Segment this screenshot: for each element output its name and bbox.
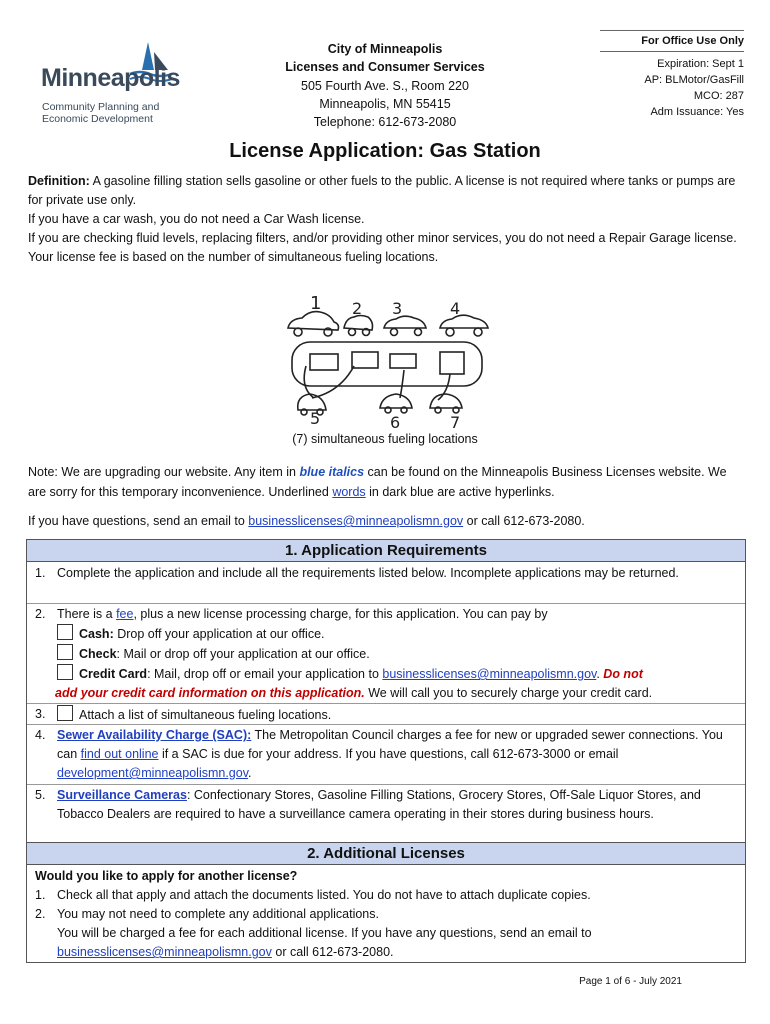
blue-italics-sample: blue italics (299, 465, 365, 479)
development-email-link[interactable]: development@minneapolismn.gov (57, 766, 249, 780)
page-footer: Page 1 of 6 - July 2021 (579, 976, 682, 987)
logo-sub-line-2: Economic Development (42, 113, 153, 125)
surveillance-text: : Confectionary Stores, Gasoline Filling Stations, Grocery Stores, Off-Sale Liquor Stores, and Tobacco Dealers are required to have a surveillance camera operating in their stores during business hours. (57, 788, 701, 821)
website-note (28, 462, 748, 531)
loc-label-5: 5 (310, 409, 321, 428)
add-num-1: 1. (35, 888, 46, 902)
credit-card-label: Credit Card (79, 667, 148, 681)
add-num-2: 2. (35, 907, 46, 921)
loc-label-2: 2 (352, 299, 363, 318)
add-text-2: You may not need to complete any additional applications. (57, 907, 379, 921)
req-num-1: 1. (35, 566, 46, 580)
fueling-list-checkbox[interactable] (57, 705, 73, 721)
section-2-heading: 2. Additional Licenses (27, 842, 745, 865)
car-3 (384, 316, 426, 335)
add-text-2c: or call 612-673-2080. (271, 945, 394, 959)
logo-subtitle (42, 101, 182, 125)
cc-tail: We will call you to securely charge your credit card. (364, 686, 653, 700)
note-text-1: Note: We are upgrading our website. Any item in (28, 465, 300, 479)
car-7 (430, 394, 462, 413)
division-name: Licenses and Consumer Services (285, 60, 485, 75)
logo-wordmark: Minneapolis (41, 64, 180, 92)
pump-4 (440, 352, 464, 374)
req-num-2: 2. (35, 607, 46, 621)
logo-sub-line-1: Community Planning and (42, 101, 160, 113)
car-2 (344, 316, 373, 336)
department-header (270, 40, 500, 131)
address: 505 Fourth Ave. S., Room 220 (301, 78, 469, 93)
cc-warning-2: add your credit card information on this application. (55, 686, 365, 700)
fueling-locations-sketch (280, 292, 500, 430)
dept-name: City of Minneapolis (327, 42, 443, 56)
questions-phone: or call 612-673-2080. (463, 514, 585, 528)
add-text-1: Check all that apply and attach the documents listed. You do not have to attach duplicate copies. (57, 888, 591, 902)
fee-text: Your license fee is based on the number of simultaneous fueling locations. (28, 250, 439, 264)
figure-caption: (7) simultaneous fueling locations (292, 432, 478, 446)
repair-text: If you are checking fluid levels, replacing filters, and/or providing other minor services, you do not need a Repair Garage license. (28, 231, 737, 245)
pump-1 (310, 354, 338, 370)
check-label: Check (79, 647, 117, 661)
sac-text-a: The Metropolitan Council charges a fee for new or upgraded sewer connections. You can (57, 728, 723, 761)
fee-link[interactable]: fee (116, 607, 134, 621)
cash-label: Cash: (79, 627, 114, 641)
office-adm: Adm Issuance: Yes (650, 106, 744, 118)
cash-checkbox[interactable] (57, 624, 73, 640)
add-text-2b: You will be charged a fee for each additional license. If you have any questions, send an email to (57, 926, 592, 940)
loc-label-1: 1 (310, 293, 322, 314)
find-out-online-link[interactable]: find out online (80, 747, 159, 761)
questions-text: If you have questions, send an email to (28, 514, 249, 528)
note-text-3: in dark blue are active hyperlinks. (365, 485, 555, 499)
city-state: Minneapolis, MN 55415 (319, 96, 451, 111)
pump-island (292, 342, 482, 386)
check-text: : Mail or drop off your application at our office. (116, 647, 370, 661)
cc-warning-1: Do not (603, 667, 643, 681)
loc-label-4: 4 (450, 299, 461, 318)
req-text-1: Complete the application and include all the requirements listed below. Incomplete applications may be returned. (57, 566, 679, 580)
carwash-text: If you have a car wash, you do not need a Car Wash license. (28, 212, 365, 226)
office-expiration: Expiration: Sept 1 (657, 58, 744, 70)
req2-text-a: There is a (57, 607, 117, 621)
req-num-4: 4. (35, 728, 46, 742)
requirements-box (26, 539, 746, 963)
loc-label-3: 3 (392, 299, 403, 318)
pump-2 (352, 352, 378, 368)
definition-label: Definition: (28, 174, 90, 188)
additional-email-link[interactable]: businesslicenses@minneapolismn.gov (57, 945, 272, 959)
definition-text: A gasoline filling station sells gasoline or other fuels to the public. A license is not required where tanks or pumps are for private use only. (28, 174, 736, 207)
additional-question: Would you like to apply for another license? (35, 869, 298, 883)
office-use-title: For Office Use Only (600, 33, 744, 52)
loc-label-6: 6 (390, 413, 401, 430)
office-use-box (600, 30, 744, 120)
page-title: License Application: Gas Station (229, 140, 541, 162)
phone: Telephone: 612-673-2080 (313, 115, 457, 130)
check-checkbox[interactable] (57, 644, 73, 660)
section-1-heading: 1. Application Requirements (27, 540, 745, 562)
req2-text-b: , plus a new license processing charge, for this application. You can pay by (133, 607, 548, 621)
email-link[interactable]: businesslicenses@minneapolismn.gov (248, 514, 464, 528)
words-link[interactable]: words (332, 485, 366, 499)
loc-label-7: 7 (450, 413, 461, 430)
credit-card-email-link[interactable]: businesslicenses@minneapolismn.gov (382, 667, 597, 681)
sac-link[interactable]: Sewer Availability Charge (SAC): (57, 728, 252, 742)
req-num-5: 5. (35, 788, 46, 802)
pump-3 (390, 354, 416, 368)
office-mco: MCO: 287 (693, 90, 744, 102)
note-text-2: can be found on the Minneapolis Business Licenses website. We are sorry for this temporary inconvenience. Underlined (28, 465, 727, 499)
car-6 (380, 394, 412, 413)
surveillance-cameras-link[interactable]: Surveillance Cameras (57, 788, 187, 802)
car-4 (440, 315, 488, 336)
cc-dot: . (596, 667, 604, 681)
car-1 (288, 312, 339, 336)
office-ap: AP: BLMotor/GasFill (644, 74, 744, 86)
credit-card-text: : Mail, drop off or email your application to (147, 667, 383, 681)
sac-end: . (248, 766, 252, 780)
req-text-3: Attach a list of simultaneous fueling locations. (79, 708, 332, 722)
cash-text: Drop off your application at our office. (113, 627, 325, 641)
req-num-3: 3. (35, 707, 46, 721)
credit-card-checkbox[interactable] (57, 664, 73, 680)
sac-text-b: if a SAC is due for your address. If you have questions, call 612-673-3000 or email (158, 747, 619, 761)
intro-text (28, 172, 738, 267)
